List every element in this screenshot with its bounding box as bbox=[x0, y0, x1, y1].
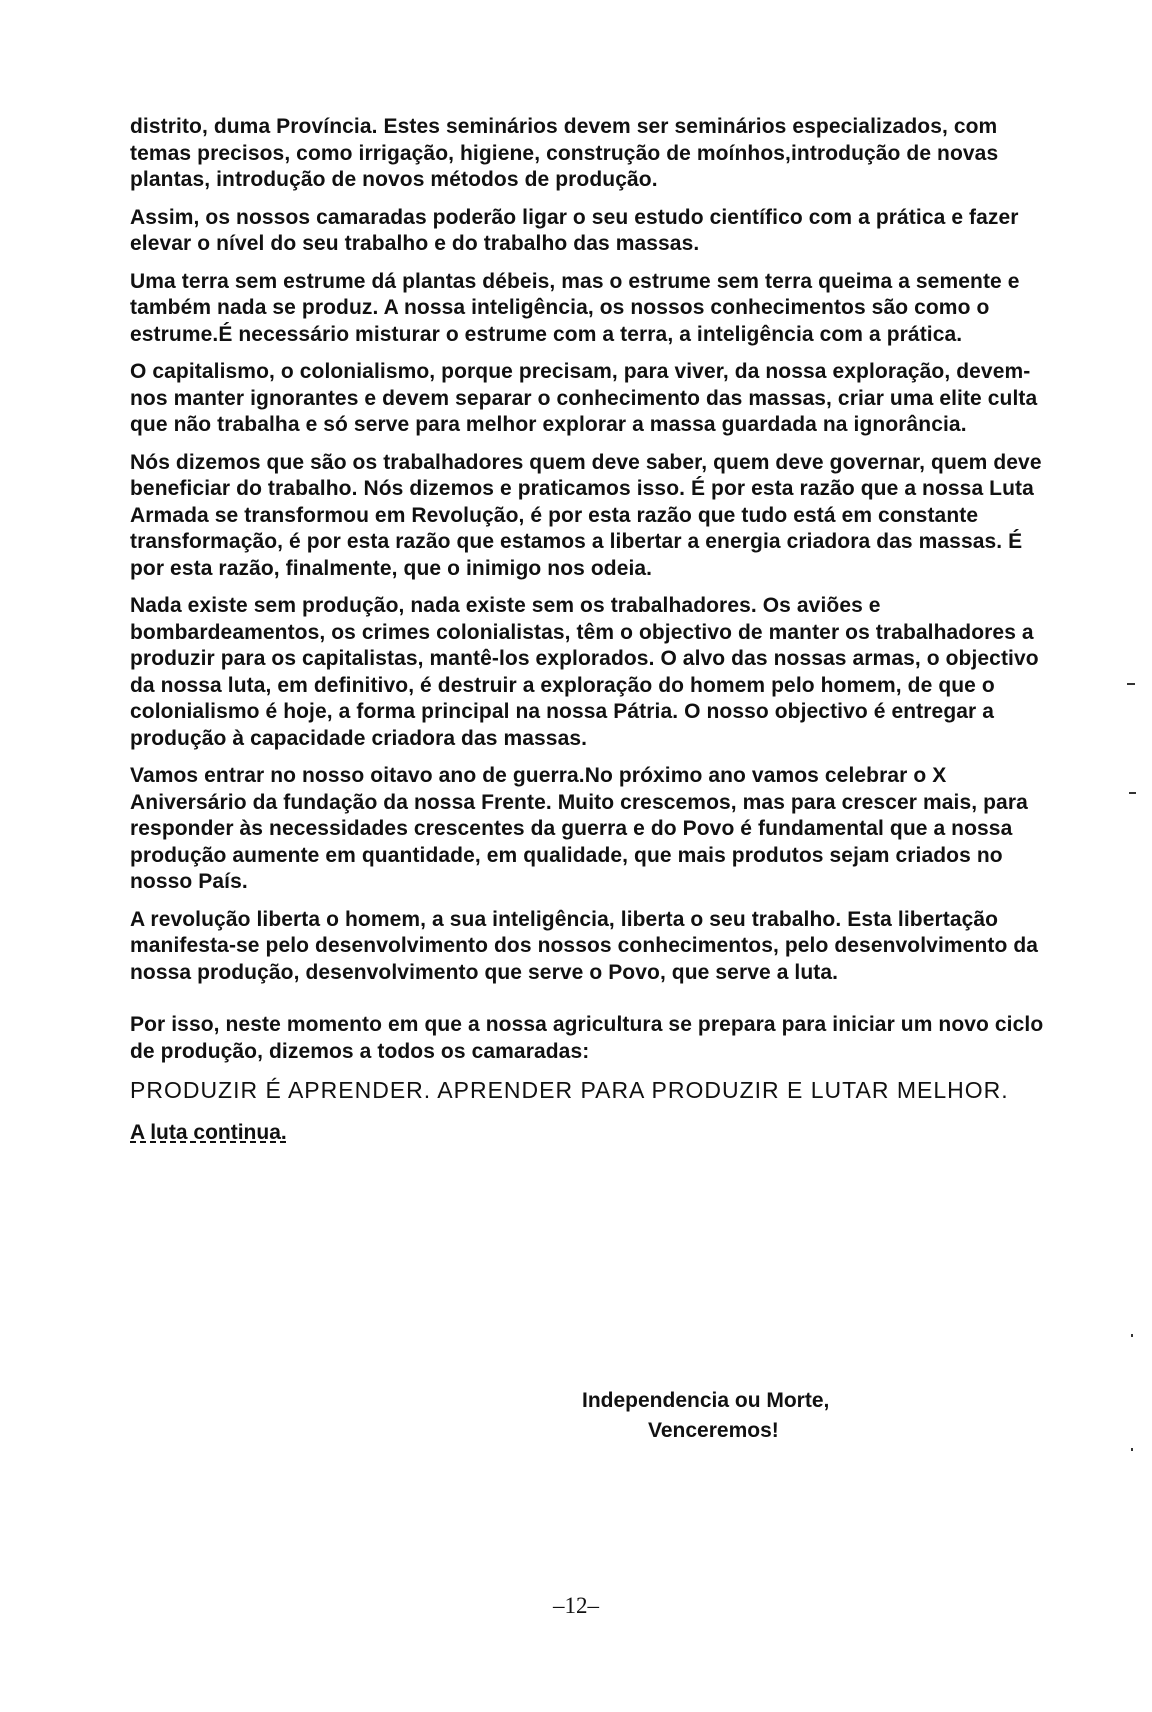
paragraph-estrume: Uma terra sem estrume dá plantas débeis, mas o estrume sem terra queima a semente e também nada se produz. A nossa inteligência, os nossos conhecimentos são como o estrume.É necessário misturar o estrume com a terra, a inteligência com a prática. bbox=[130, 269, 1020, 346]
document-body bbox=[130, 114, 1045, 1155]
paragraph-estudo-cientifico: Assim, os nossos camaradas poderão ligar o seu estudo científico com a prática e fazer elevar o nível do seu trabalho e do trabalho das massas. bbox=[130, 205, 1019, 255]
closing-signature bbox=[582, 1386, 902, 1446]
scan-speck bbox=[1129, 792, 1136, 794]
slogan: PRODUZIR É APRENDER. APRENDER PARA PRODUZIR E LUTAR MELHOR. bbox=[130, 1077, 1009, 1103]
closing-line-venceremos: Venceremos! bbox=[648, 1419, 779, 1442]
paragraph-oitavo-ano: Vamos entrar no nosso oitavo ano de guerra.No próximo ano vamos celebrar o X Aniversário da fundação da nossa Frente. Muito crescemos, mas para crescer mais, para responder às necessidades crescentes da guerra e do Povo é fundamental que a nossa produção aumente em quantidade, em qualidade, que mais produtos sejam criados no nosso País. bbox=[130, 764, 1028, 893]
scan-speck bbox=[1127, 683, 1135, 685]
paragraph-seminarios: distrito, duma Província. Estes seminários devem ser seminários especializados, com temas precisos, como irrigação, higiene, construção de moínhos,introdução de novas plantas, introdução de novos métodos de produção. bbox=[130, 115, 999, 191]
luta-continua: A luta continua. bbox=[130, 1121, 287, 1144]
paragraph-revolucao: A revolução liberta o homem, a sua inteligência, liberta o seu trabalho. Esta libertação manifesta-se pelo desenvolvimento dos nossos conhecimentos, pelo desenvolvimento da nossa produção, desenvolvimento que serve o Povo, que serve a luta. bbox=[130, 907, 1039, 984]
closing-line-independencia: Independencia ou Morte, bbox=[582, 1389, 830, 1412]
paragraph-novo-ciclo: Por isso, neste momento em que a nossa agricultura se prepara para iniciar um novo ciclo de produção, dizemos a todos os camaradas: bbox=[130, 1013, 1044, 1063]
scan-speck bbox=[1131, 1448, 1133, 1451]
page-number: –12– bbox=[553, 1593, 599, 1618]
scan-speck bbox=[1131, 1334, 1133, 1337]
paragraph-trabalhadores: Nós dizemos que são os trabalhadores quem deve saber, quem deve governar, quem deve beneficiar do trabalho. Nós dizemos e praticamos isso. É por esta razão que a nossa Luta Armada se transformou em Revolução, é por esta razão que tudo está em constante transformação, é por esta razão que estamos a libertar a energia criadora das massas. É por esta razão, finalmente, que o inimigo nos odeia. bbox=[130, 450, 1042, 580]
paragraph-capitalismo: O capitalismo, o colonialismo, porque precisam, para viver, da nossa exploração, devem-nos manter ignorantes e devem separar o conhecimento das massas, criar uma elite culta que não trabalha e só serve para melhor explorar a massa guardada na ignorância. bbox=[130, 360, 1038, 436]
paragraph-producao: Nada existe sem produção, nada existe sem os trabalhadores. Os aviões e bombardeamentos, os crimes colonialistas, têm o objectivo de manter os trabalhadores a produzir para os capitalistas, mantê-los explorados. O alvo das nossas armas, o objectivo da nossa luta, em definitivo, é destruir a exploração do homem pelo homem, de que o colonialismo é hoje, a forma principal na nossa Pátria. O nosso objectivo é entregar a produção à capacidade criadora das massas. bbox=[130, 594, 1039, 750]
